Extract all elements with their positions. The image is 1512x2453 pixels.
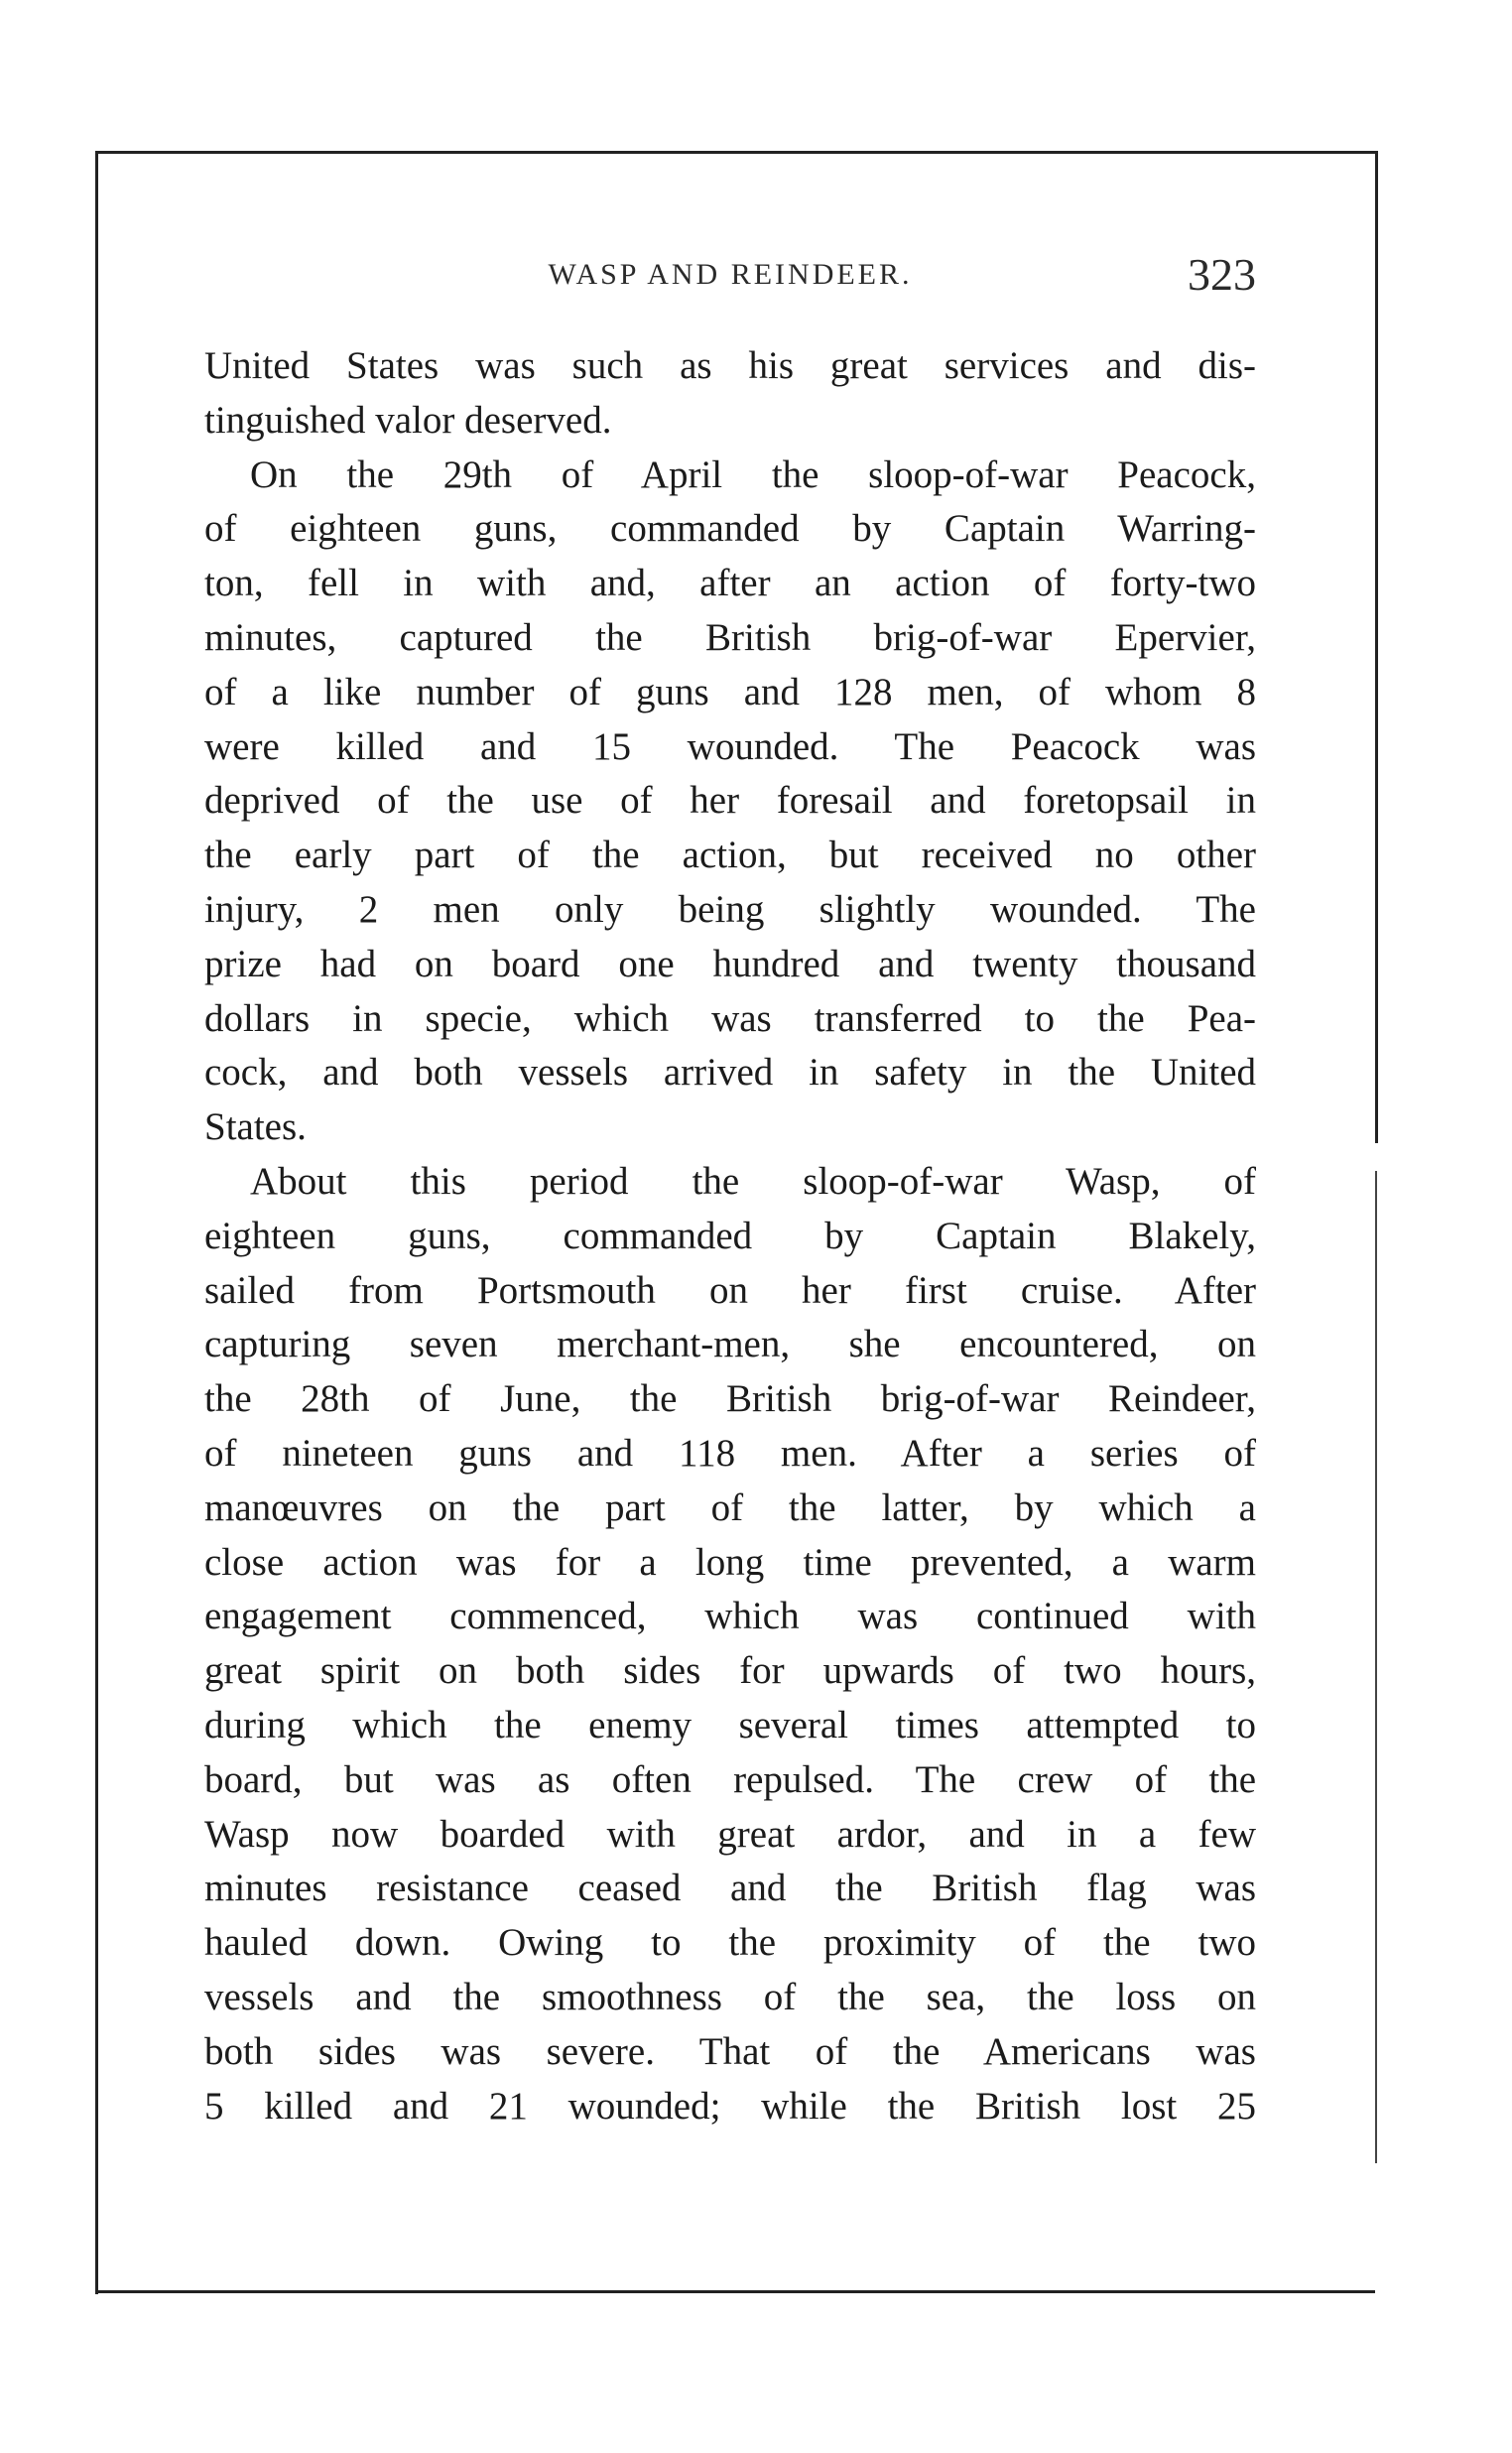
paragraph	[204, 339, 1256, 449]
text-line: tinguished valor deserved.	[204, 398, 612, 442]
page-frame-right-rule	[1375, 151, 1378, 1143]
text-line: United States was such as his great services and dis-	[204, 344, 1256, 387]
text-line: dollars in specie, which was transferred to the Pea-	[204, 996, 1256, 1040]
text-line: board, but was as often repulsed. The crew of the	[204, 1757, 1256, 1801]
text-line: of eighteen guns, commanded by Captain Warring-	[204, 507, 1256, 551]
text-line: great spirit on both sides for upwards of two hours,	[204, 1649, 1256, 1693]
body-text	[204, 339, 1256, 2133]
text-line: eighteen guns, commanded by Captain Blakely,	[204, 1214, 1256, 1257]
text-line: cock, and both vessels arrived in safety in the United	[204, 1051, 1256, 1095]
text-line: of a like number of guns and 128 men, of whom 8	[204, 670, 1256, 713]
page-frame-right-rule-lower	[1375, 1171, 1377, 2163]
text-line: Wasp now boarded with great ardor, and in a few	[204, 1812, 1256, 1856]
text-line: both sides was severe. That of the Americans was	[204, 2029, 1256, 2073]
text-line: during which the enemy several times attempted to	[204, 1703, 1256, 1746]
text-line: were killed and 15 wounded. The Peacock was	[204, 724, 1256, 768]
running-head	[204, 248, 1256, 318]
text-line: hauled down. Owing to the proximity of the two	[204, 1921, 1256, 1965]
text-line: the early part of the action, but received no other	[204, 834, 1256, 877]
text-line: capturing seven merchant-men, she encountered, on	[204, 1323, 1256, 1366]
text-line: 5 killed and 21 wounded; while the British lost 25	[204, 2084, 1256, 2128]
text-line: injury, 2 men only being slightly wounded. The	[204, 887, 1256, 931]
page-frame-top-rule	[95, 151, 1375, 154]
text-line: minutes resistance ceased and the British flag was	[204, 1867, 1256, 1910]
text-line: sailed from Portsmouth on her first cruise. After	[204, 1268, 1256, 1312]
text-line: About this period the sloop-of-war Wasp, of	[250, 1159, 1256, 1203]
text-line: of nineteen guns and 118 men. After a series of	[204, 1431, 1256, 1475]
text-line: vessels and the smoothness of the sea, the loss on	[204, 1975, 1256, 2018]
text-line: ton, fell in with and, after an action of forty-two	[204, 562, 1256, 605]
paragraph	[204, 1155, 1256, 2133]
text-line: prize had on board one hundred and twenty thousand	[204, 942, 1256, 985]
text-line: manœuvres on the part of the latter, by which a	[204, 1485, 1256, 1529]
text-line: engagement commenced, which was continued with	[204, 1595, 1256, 1638]
paragraph	[204, 449, 1256, 1155]
text-line: On the 29th of April the sloop-of-war Peacock,	[250, 452, 1256, 496]
text-line: minutes, captured the British brig-of-war Epervier,	[204, 615, 1256, 659]
text-line: States.	[204, 1105, 307, 1149]
book-page	[204, 248, 1256, 2133]
page-frame-left-rule	[95, 151, 98, 2294]
page-frame-bottom-rule	[95, 2290, 1375, 2293]
text-line: the 28th of June, the British brig-of-war Reindeer,	[204, 1377, 1256, 1421]
page-number: 323	[1188, 249, 1256, 300]
text-line: deprived of the use of her foresail and foretopsail in	[204, 779, 1256, 823]
text-line: close action was for a long time prevented, a warm	[204, 1540, 1256, 1584]
running-title: WASP AND REINDEER.	[548, 258, 913, 291]
